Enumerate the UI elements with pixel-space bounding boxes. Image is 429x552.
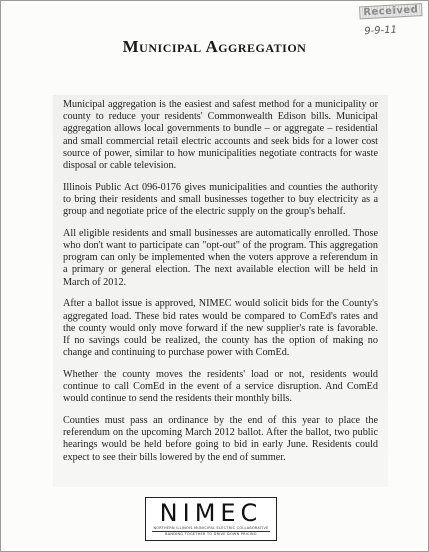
logo-name: NIMEC: [159, 499, 263, 527]
page-title: Municipal Aggregation: [122, 37, 307, 56]
logo-tagline: BANDING TOGETHER TO DRIVE DOWN PRICING: [165, 532, 257, 536]
received-stamp-label: Received: [359, 3, 423, 19]
paragraph-5: Whether the county moves the residents' load or not, residents would continue to call ComEd in the event of a service disruption. And ComEd would continue to send the residents their monthly bills.: [63, 368, 378, 405]
handwritten-date: 9-9-11: [364, 24, 398, 38]
nimec-logo: [145, 497, 277, 541]
paragraph-3: All eligible residents and small businesses are automatically enrolled. Those who don't want to participate can "opt-out" of the program. This aggregation program can only be implemented when the voters approve a referendum in a primary or general election. The next available election will be held in March of 2012.: [63, 227, 378, 288]
paragraph-2: Illinois Public Act 096-0176 gives municipalities and counties the authority to bring their residents and small businesses together to buy electricity as a group and negotiate price of the electric supply on the group's behalf.: [63, 181, 378, 218]
paragraph-6: Counties must pass an ordinance by the end of this year to place the referendum on the upcoming March 2012 ballot. After the ballot, two public hearings would be held before going to bid in early June. Residents could expect to see their bills lowered by the end of summer.: [63, 414, 378, 463]
paragraph-4: After a ballot issue is approved, NIMEC would solicit bids for the County's aggregated load. These bid rates would be compared to ComEd's rates and the county would only move forward if the new supplier's rate is favorable. If no savings could be realized, the county has the option of making no change and continuing to purchase power with ComEd.: [63, 298, 378, 359]
content-box: [53, 95, 388, 487]
paragraph-1: Municipal aggregation is the easiest and safest method for a municipality or county to reduce your residents' Commonwealth Edison bills. Municipal aggregation allows local governments to bundle – or aggregate – residential and small commercial retail electric accounts and seek bids for a lower cost source of power, similar to how municipalities negotiate contracts for waste disposal or cable television.: [63, 99, 378, 172]
logo-subtitle: NORTHERN ILLINOIS MUNICIPAL ELECTRIC COLLABORATIVE: [153, 526, 269, 530]
